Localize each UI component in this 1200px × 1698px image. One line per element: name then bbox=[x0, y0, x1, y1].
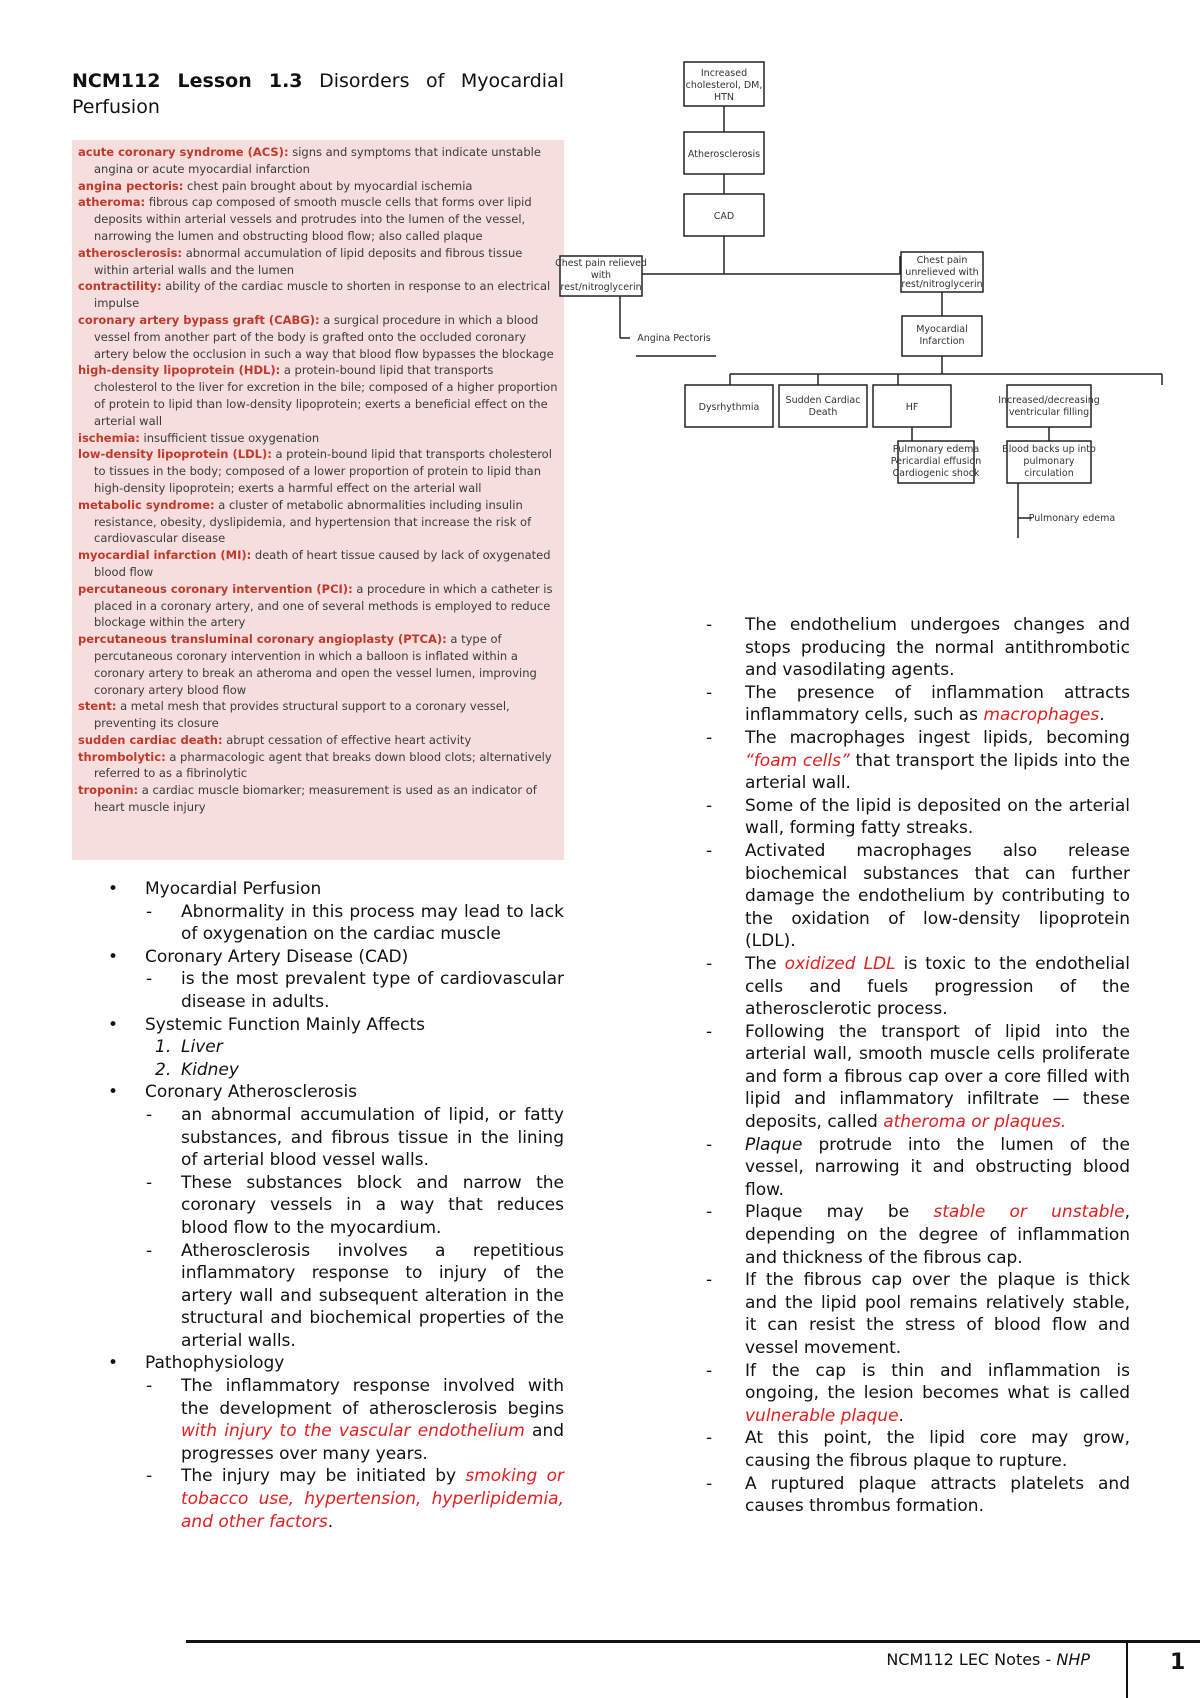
text-run: . bbox=[1099, 705, 1105, 726]
glossary-entry bbox=[78, 631, 558, 698]
highlight-text: smoking or tobacco use, hypertension, hyperlipidemia, and other factors bbox=[181, 1466, 565, 1532]
glossary-term: low-density lipoprotein (LDL): bbox=[78, 447, 272, 462]
glossary-definition: a cardiac muscle biomarker; measurement is used as an indicator of heart muscle injury bbox=[94, 783, 537, 815]
bullet-item bbox=[72, 1014, 564, 1082]
glossary-term: ischemia: bbox=[78, 430, 140, 445]
left-column bbox=[72, 878, 564, 1533]
flow-node-scd bbox=[779, 385, 867, 427]
glossary-definition: signs and symptoms that indicate unstable angina or acute myocardial infarction bbox=[94, 145, 541, 176]
glossary-definition: a protein-bound lipid that transports cholesterol to the liver for excretion in the bile; composed of a higher proportion of protein to lipid than low-density lipoprotein; exerts a beneficial effect on the arterial wall bbox=[94, 363, 558, 428]
glossary-entry bbox=[78, 547, 558, 581]
text-run: Following the transport of lipid into the arterial wall, smooth muscle cells proliferate and form a fibrous cap over a core filled with lipid and inflammatory infiltrate — these deposits, called bbox=[745, 1021, 1130, 1133]
dash-item bbox=[145, 1465, 564, 1533]
footer-label bbox=[880, 1650, 1090, 1670]
bullet-item bbox=[72, 1081, 564, 1352]
glossary-term: sudden cardiac death: bbox=[78, 732, 223, 747]
footer-rule bbox=[186, 1640, 1126, 1643]
text-run: , depending on the degree of inflammation and thickness of the fibrous cap. bbox=[745, 1202, 1131, 1268]
italic-text: Plaque bbox=[745, 1134, 803, 1155]
bullet-item bbox=[72, 946, 564, 1014]
highlight-text: macrophages bbox=[983, 705, 1100, 726]
glossary-term: angina pectoris: bbox=[78, 178, 184, 193]
dash-item bbox=[706, 1360, 1130, 1428]
numbered-item: 1. Liver bbox=[145, 1036, 564, 1059]
bullet-label: Coronary Artery Disease (CAD) bbox=[145, 946, 409, 967]
numbered-item: 2. Kidney bbox=[145, 1059, 564, 1082]
flow-text: CAD bbox=[713, 211, 735, 222]
dash-item: - If the fibrous cap over the plaque is thick and the lipid pool remains relatively stable, it can resist the stress of blood flow and vessel movement. bbox=[706, 1269, 1130, 1359]
flow-text: unrelieved with bbox=[905, 267, 979, 278]
glossary-term: atherosclerosis: bbox=[78, 245, 183, 260]
flow-node-ventricular-filling bbox=[1007, 385, 1091, 427]
text-run: The injury may be initiated by bbox=[181, 1466, 457, 1487]
flow-text: ventricular filling bbox=[1008, 407, 1090, 418]
bullet-label: Coronary Atherosclerosis bbox=[145, 1082, 358, 1103]
page-title bbox=[72, 68, 564, 120]
flow-text: Pulmonary edema bbox=[1028, 513, 1116, 524]
glossary-term: percutaneous transluminal coronary angioplasty (PTCA): bbox=[78, 632, 447, 647]
bullet-label: Myocardial Perfusion bbox=[145, 879, 322, 899]
glossary-definition: a type of percutaneous coronary intervention in which a balloon is inflated within a coronary artery to break an atheroma and open the vessel lumen, improving coronary artery blood flow bbox=[94, 632, 537, 697]
glossary-term: thrombolytic: bbox=[78, 749, 166, 764]
dash-item: - The endothelium undergoes changes and stops producing the normal antithrombotic and vasodilating agents. bbox=[706, 614, 1130, 682]
flow-text: Increased bbox=[700, 68, 748, 79]
glossary-definition: a pharmacologic agent that breaks down blood clots; alternatively referred to as a fibrinolytic bbox=[94, 749, 552, 781]
dash-item: - These substances block and narrow the coronary vessels in a way that reduces blood flow to the myocardium. bbox=[145, 1172, 564, 1240]
text-run: Plaque may be bbox=[745, 1202, 910, 1223]
glossary-definition: ability of the cardiac muscle to shorten in response to an electrical impulse bbox=[94, 279, 551, 311]
text-run: The presence of inflammation attracts inflammatory cells, such as bbox=[745, 682, 1130, 726]
glossary-definition: a protein-bound lipid that transports cholesterol to tissues in the body; composed of a lower proportion of protein to lipid than high-density lipoprotein; exerts a harmful effect on the arterial wall bbox=[94, 447, 552, 495]
flow-text: Pulmonary edema bbox=[892, 444, 980, 455]
glossary-definition: a surgical procedure in which a blood vessel from another part of the body is grafted onto the occluded coronary artery below the occlusion in such a way that blood flow bypasses the blockage bbox=[94, 312, 554, 361]
glossary-term: high-density lipoprotein (HDL): bbox=[78, 363, 281, 378]
glossary-definition: abnormal accumulation of lipid deposits and fibrous tissue within arterial walls and the lumen bbox=[94, 245, 523, 277]
right-column bbox=[706, 614, 1130, 1518]
glossary-entry bbox=[78, 178, 558, 195]
dash-item bbox=[706, 953, 1130, 1021]
glossary-entry bbox=[78, 245, 558, 279]
glossary-entry bbox=[78, 278, 558, 312]
flow-text: with bbox=[590, 270, 612, 281]
glossary-entry bbox=[78, 312, 558, 362]
glossary-entry bbox=[78, 497, 558, 547]
text-run: . bbox=[327, 1511, 334, 1532]
flow-text: Pericardial effusion bbox=[890, 456, 982, 467]
flow-text: Myocardial bbox=[916, 324, 968, 335]
flowchart bbox=[555, 60, 1190, 560]
glossary-term: metabolic syndrome: bbox=[78, 497, 215, 512]
text-run: . bbox=[898, 1405, 904, 1426]
flow-text: HF bbox=[905, 402, 919, 413]
flow-text: Dysrhythmia bbox=[698, 402, 760, 413]
text-run: and progresses over many years. bbox=[181, 1421, 565, 1464]
glossary-definition: insufficient tissue oxygenation bbox=[143, 430, 320, 445]
glossary-definition: a cluster of metabolic abnormalities including insulin resistance, obesity, dyslipidemia, and hypertension that increase the risk of cardiovascular disease bbox=[94, 497, 532, 546]
glossary-term: atheroma: bbox=[78, 195, 146, 210]
glossary-entry bbox=[78, 144, 558, 178]
glossary-entry bbox=[78, 194, 558, 244]
dash-item bbox=[706, 1201, 1130, 1269]
highlight-text: oxidized LDL bbox=[784, 953, 896, 974]
dash-item: - Abnormality in this process may lead to lack of oxygenation on the cardiac muscle bbox=[145, 901, 564, 946]
glossary-entry bbox=[78, 446, 558, 496]
dash-item: - an abnormal accumulation of lipid, or fatty substances, and fibrous tissue in the lining of arterial blood vessel walls. bbox=[145, 1104, 564, 1172]
highlight-text: atheroma or plaques. bbox=[883, 1112, 1067, 1133]
bullet-item bbox=[72, 878, 564, 946]
glossary-term: stent: bbox=[78, 699, 117, 714]
flow-text: Chest pain relieved bbox=[555, 258, 647, 269]
text-run: The bbox=[745, 953, 777, 974]
text-run: protrude into the lumen of the vessel, narrowing it and obstructing blood flow. bbox=[745, 1134, 1131, 1200]
glossary-box bbox=[72, 140, 564, 860]
flow-text: Atherosclerosis bbox=[687, 149, 761, 160]
glossary-definition: fibrous cap composed of smooth muscle cells that forms over lipid deposits within arterial vessels and protrudes into the lumen of the vessel, narrowing the lumen and obstructing blood flow; also called plaque bbox=[94, 195, 532, 243]
text-run: If the cap is thin and inflammation is ongoing, the lesion becomes what is called bbox=[745, 1360, 1130, 1404]
bullet-item bbox=[72, 1352, 564, 1533]
flow-text: rest/nitroglycerin bbox=[901, 279, 983, 290]
dash-item: - Activated macrophages also release biochemical substances that can further damage the endothelium by contributing to the oxidation of low-density lipoprotein (LDL). bbox=[706, 840, 1130, 953]
flow-text: cholesterol, DM, bbox=[685, 80, 763, 91]
glossary-entry bbox=[78, 581, 558, 631]
glossary-entry bbox=[78, 430, 558, 447]
flow-text: Chest pain bbox=[916, 255, 968, 266]
dash-item bbox=[706, 1134, 1130, 1202]
flow-text: Blood backs up into bbox=[1002, 444, 1096, 455]
lesson-title: Disorders of Myocardial Perfusion bbox=[72, 70, 564, 118]
glossary-entry bbox=[78, 782, 558, 816]
flow-text: circulation bbox=[1024, 468, 1074, 479]
flow-text: rest/nitroglycerin bbox=[560, 282, 642, 293]
glossary-definition: a procedure in which a catheter is placed in a coronary artery, and one of several methods is employed to reduce blockage within the artery bbox=[94, 581, 553, 630]
flow-text: pulmonary bbox=[1023, 456, 1075, 467]
text-run: is toxic to the endothelial cells and fuels progression of the atherosclerotic process. bbox=[745, 953, 1130, 1020]
footer-initials: NHP bbox=[1056, 1650, 1090, 1669]
flow-text: Infarction bbox=[919, 336, 965, 347]
glossary-term: coronary artery bypass graft (CABG): bbox=[78, 312, 320, 327]
glossary-definition: a metal mesh that provides structural support to a coronary vessel, preventing its closure bbox=[94, 699, 510, 731]
highlight-text: vulnerable plaque bbox=[745, 1405, 899, 1426]
flow-text: Cardiogenic shock bbox=[892, 468, 980, 479]
text-run: The macrophages ingest lipids, becoming bbox=[745, 727, 1130, 748]
bullet-label: Pathophysiology bbox=[145, 1353, 285, 1374]
footer-course: NCM112 LEC Notes - bbox=[886, 1650, 1052, 1669]
dash-item: - Some of the lipid is deposited on the arterial wall, forming fatty streaks. bbox=[706, 795, 1130, 840]
glossary-entry bbox=[78, 698, 558, 732]
text-run: The inflammatory response involved with the development of atherosclerosis begins bbox=[181, 1376, 564, 1419]
glossary-term: myocardial infarction (MI): bbox=[78, 548, 252, 563]
dash-item: - Atherosclerosis involves a repetitious inflammatory response to injury of the artery wall and subsequent alteration in the structural and biochemical properties of the arterial walls. bbox=[145, 1240, 564, 1353]
glossary-entry bbox=[78, 749, 558, 783]
highlight-text: stable or unstable bbox=[933, 1202, 1125, 1223]
text-run: that transport the lipids into the arterial wall. bbox=[745, 750, 1130, 794]
flow-text: Death bbox=[808, 407, 838, 418]
glossary-term: contractility: bbox=[78, 279, 162, 294]
glossary-entry bbox=[78, 362, 558, 429]
flow-text: Angina Pectoris bbox=[637, 333, 711, 344]
page-number-box bbox=[1126, 1640, 1200, 1698]
highlight-text: “foam cells” bbox=[745, 750, 850, 771]
glossary-term: percutaneous coronary intervention (PCI): bbox=[78, 581, 353, 596]
dash-item bbox=[706, 1021, 1130, 1134]
flow-text: HTN bbox=[713, 92, 735, 103]
bullet-label: Systemic Function Mainly Affects bbox=[145, 1014, 426, 1035]
flow-text: Increased/decreasing bbox=[998, 395, 1100, 406]
dash-item bbox=[706, 682, 1130, 727]
dash-item bbox=[706, 727, 1130, 795]
dash-item: - is the most prevalent type of cardiovascular disease in adults. bbox=[145, 968, 564, 1013]
glossary-term: troponin: bbox=[78, 783, 139, 798]
dash-item: - A ruptured plaque attracts platelets and causes thrombus formation. bbox=[706, 1473, 1130, 1518]
flow-text: Sudden Cardiac bbox=[785, 395, 861, 406]
page-number: 1 bbox=[1170, 1650, 1186, 1675]
glossary-definition: chest pain brought about by myocardial ischemia bbox=[187, 178, 473, 193]
dash-item bbox=[145, 1375, 564, 1465]
lesson-code: NCM112 Lesson 1.3 bbox=[72, 70, 303, 92]
dash-item: - At this point, the lipid core may grow, causing the fibrous plaque to rupture. bbox=[706, 1427, 1130, 1472]
highlight-text: with injury to the vascular endothelium bbox=[181, 1421, 525, 1442]
glossary-term: acute coronary syndrome (ACS): bbox=[78, 145, 289, 159]
glossary-entry bbox=[78, 732, 558, 749]
glossary-definition: death of heart tissue caused by lack of oxygenated blood flow bbox=[94, 548, 551, 579]
glossary-definition: abrupt cessation of effective heart activity bbox=[226, 732, 472, 747]
